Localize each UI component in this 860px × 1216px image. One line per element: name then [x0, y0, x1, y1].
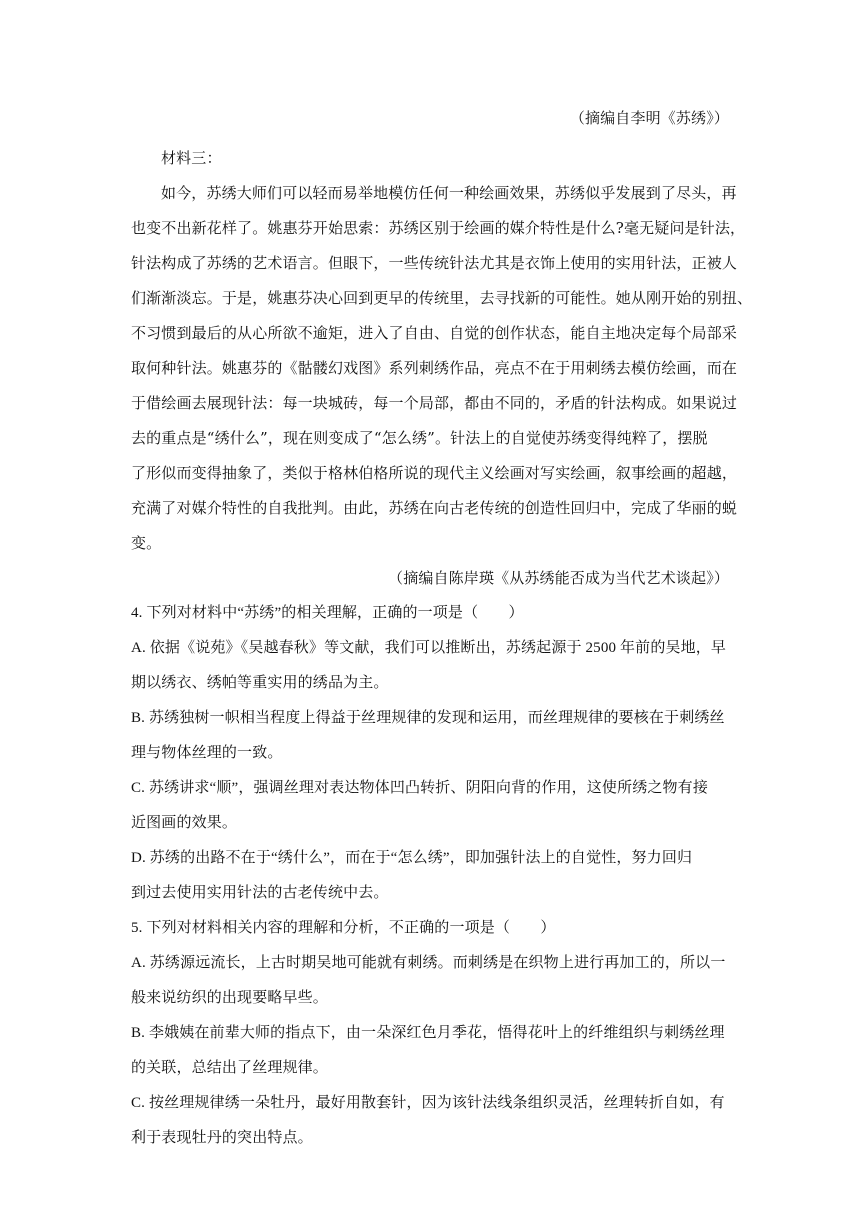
- source-citation-1: （摘编自李明《苏绣》）: [569, 109, 729, 127]
- material-3-heading: 材料三：: [161, 149, 222, 167]
- question-5-option-c-line-1: C. 按丝理规律绣一朵牡丹，最好用散套针，因为该针法线条组织灵活，丝理转折自如，有: [131, 1095, 725, 1111]
- question-4-option-a-line-1: A. 依据《说苑》《吴越春秋》等文献，我们可以推断出，苏绣起源于 2500 年前的吴地，早: [131, 640, 727, 656]
- question-5-option-a-line-2: 般来说纺织的出现要略早些。: [131, 990, 328, 1006]
- source-citation-3: （摘编自陈岸瑛《从苏绣能否成为当代艺术谈起》）: [388, 569, 729, 587]
- material-3-line-3: 针法构成了苏绣的艺术语言。但眼下，一些传统针法尤其是衣饰上使用的实用针法，正被人: [131, 254, 738, 272]
- material-3-line-9: 了形似而变得抽象了，类似于格林伯格所说的现代主义绘画对写实绘画，叙事绘画的超越，: [131, 464, 738, 482]
- material-3-line-5: 不习惯到最后的从心所欲不逾矩，进入了自由、自觉的创作状态，能自主地决定每个局部采: [131, 324, 738, 342]
- question-4-stem: 4. 下列对材料中“苏绣”的相关理解，正确的一项是（ ）: [131, 605, 524, 621]
- question-4-option-c-line-1: C. 苏绣讲求“顺”，强调丝理对表达物体凹凸转折、阴阳向背的作用，这使所绣之物有接: [131, 780, 708, 796]
- question-4-option-d-line-2: 到过去使用实用针法的古老传统中去。: [131, 885, 389, 901]
- question-4-option-b-line-1: B. 苏绣独树一帜相当程度上得益于丝理规律的发现和运用，而丝理规律的要核在于刺绣丝: [131, 710, 725, 726]
- material-3-line-11: 变。: [131, 534, 162, 552]
- material-3-line-2: 也变不出新花样了。姚惠芬开始思索：苏绣区别于绘画的媒介特性是什么?毫无疑问是针法，: [131, 219, 746, 237]
- question-5-option-c-line-2: 利于表现牡丹的突出特点。: [131, 1130, 313, 1146]
- material-3-line-4: 们渐渐淡忘。于是，姚惠芬决心回到更早的传统里，去寻找新的可能性。她从刚开始的别扭、: [131, 289, 753, 307]
- material-3-line-6: 取何种针法。姚惠芬的《骷髅幻戏图》系列刺绣作品，亮点不在于用刺绣去模仿绘画，而在: [131, 359, 738, 377]
- material-3-line-8: 去的重点是“绣什么”，现在则变成了“怎么绣”。针法上的自觉使苏绣变得纯粹了，摆脱: [131, 429, 708, 447]
- question-5-option-b-line-2: 的关联，总结出了丝理规律。: [131, 1060, 328, 1076]
- material-3-line-7: 于借绘画去展现针法：每一块城砖，每一个局部，都由不同的，矛盾的针法构成。如果说过: [131, 394, 738, 412]
- question-5-stem: 5. 下列对材料相关内容的理解和分析，不正确的一项是（ ）: [131, 920, 556, 936]
- question-4-option-b-line-2: 理与物体丝理的一致。: [131, 745, 283, 761]
- question-5-option-a-line-1: A. 苏绣源远流长，上古时期吴地可能就有刺绣。而刺绣是在织物上进行再加工的，所以一: [131, 955, 726, 971]
- material-3-line-1: 如今，苏绣大师们可以轻而易举地模仿任何一种绘画效果，苏绣似乎发展到了尽头，再: [161, 184, 737, 202]
- material-3-line-10: 充满了对媒介特性的自我批判。由此，苏绣在向古老传统的创造性回归中，完成了华丽的蜕: [131, 499, 738, 517]
- question-4-option-c-line-2: 近图画的效果。: [131, 815, 238, 831]
- question-4-option-d-line-1: D. 苏绣的出路不在于“绣什么”，而在于“怎么绣”，即加强针法上的自觉性，努力回归: [131, 850, 693, 866]
- question-4-option-a-line-2: 期以绣衣、绣帕等重实用的绣品为主。: [131, 675, 389, 691]
- question-5-option-b-line-1: B. 李娥姨在前辈大师的指点下，由一朵深红色月季花，悟得花叶上的纤维组织与刺绣丝理: [131, 1025, 725, 1041]
